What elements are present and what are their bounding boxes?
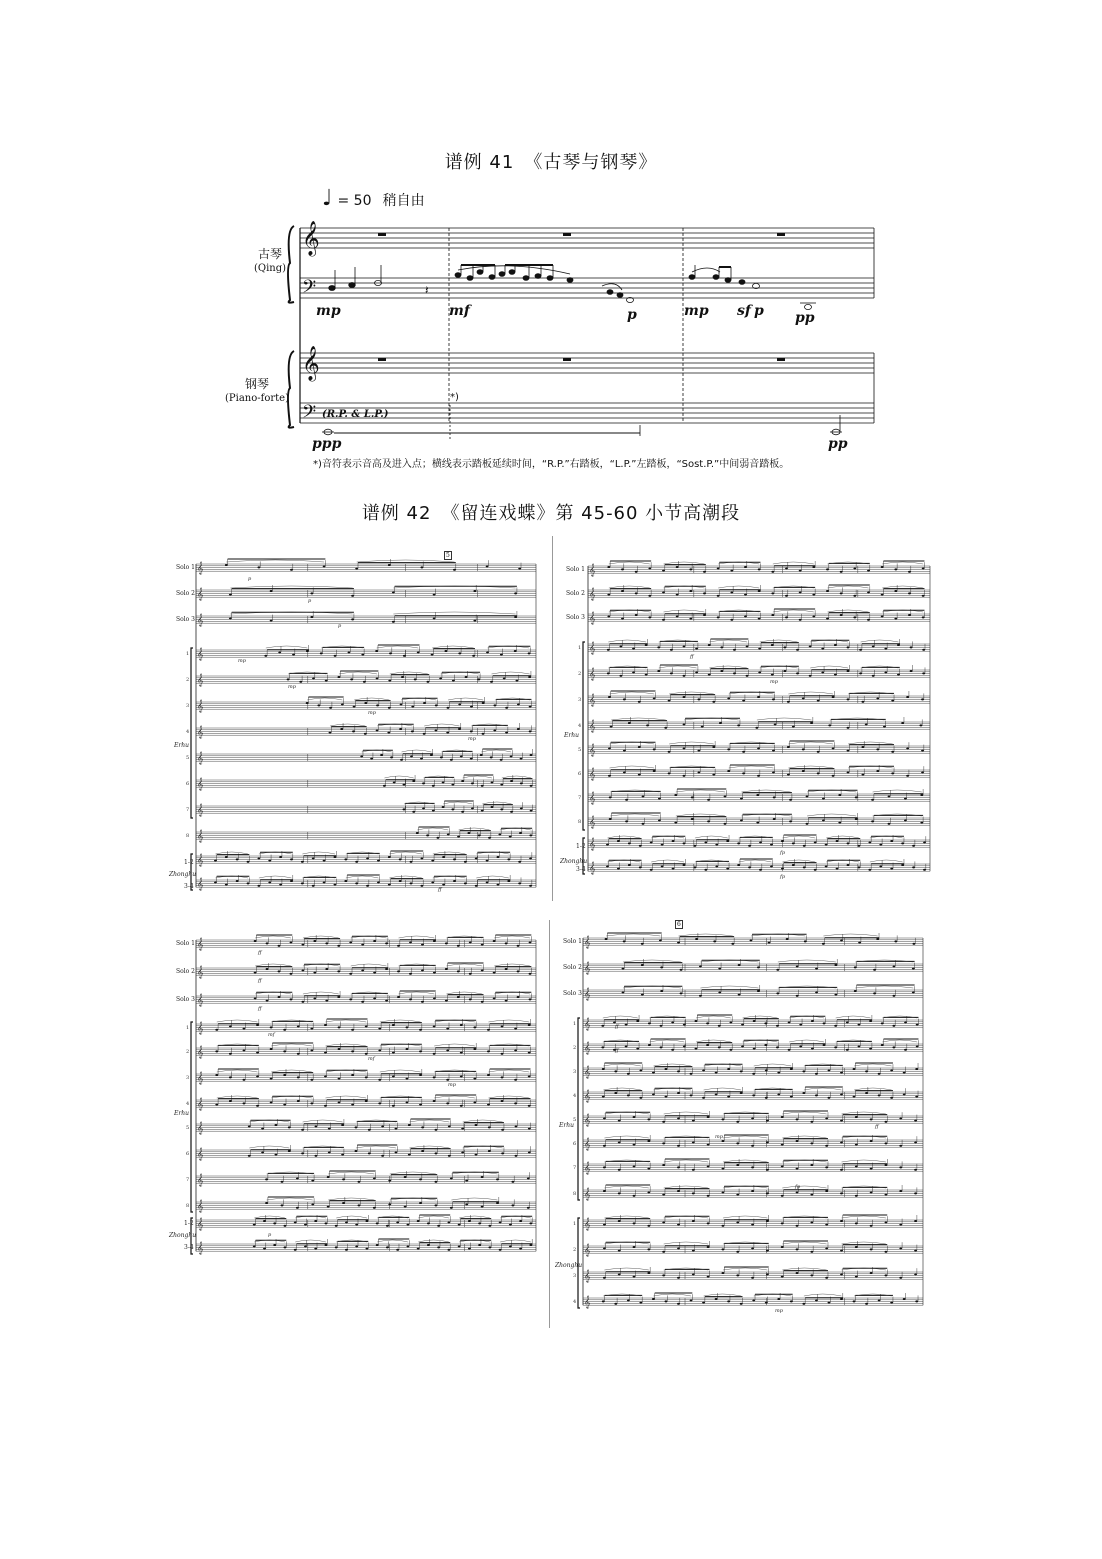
page-divider-top	[552, 536, 553, 901]
score-panel-4	[555, 918, 925, 1328]
svg-text:5: 5	[578, 747, 582, 753]
svg-text:𝄞: 𝄞	[197, 853, 204, 867]
svg-text:8: 8	[186, 1203, 190, 1209]
svg-text:𝄞: 𝄞	[589, 693, 596, 707]
svg-text:3: 3	[573, 1069, 577, 1075]
p1-zhonghu: Zhonghu	[169, 871, 197, 878]
quarter-note-icon: ♩	[322, 186, 333, 211]
p4-erhu: Erhu	[559, 1122, 574, 1129]
dyn-qin-2: mf	[449, 303, 470, 319]
p2-solo3: Solo 3	[566, 614, 585, 621]
p1-erhu: Erhu	[174, 742, 189, 749]
p2-zh12: 1-2	[576, 843, 586, 850]
svg-text:5: 5	[186, 755, 190, 761]
p4-solo2: Solo 2	[563, 964, 582, 971]
rehearsal-mark-6: 6	[677, 921, 681, 928]
svg-text:4: 4	[186, 1101, 190, 1107]
svg-text:2: 2	[573, 1045, 577, 1051]
svg-text:𝄞: 𝄞	[197, 613, 204, 627]
p2-solo2: Solo 2	[566, 590, 585, 597]
svg-text:𝄞: 𝄞	[197, 993, 204, 1007]
svg-text:3: 3	[578, 697, 582, 703]
svg-text:𝄞: 𝄞	[302, 221, 320, 256]
p3-zhonghu: Zhonghu	[169, 1232, 197, 1239]
panel-2-staves	[560, 548, 932, 884]
tempo-text: 稍自由	[382, 193, 425, 209]
svg-text:p: p	[268, 1232, 272, 1238]
svg-text:𝄞: 𝄞	[584, 1089, 591, 1103]
svg-text:𝄞: 𝄞	[197, 751, 204, 765]
dyn-qin-3: p	[627, 307, 637, 323]
svg-text:2: 2	[578, 671, 582, 677]
svg-text:2: 2	[573, 1247, 577, 1253]
pedal-mark: (R.P. & L.P.)	[322, 409, 389, 420]
svg-text:𝄞: 𝄞	[584, 1269, 591, 1283]
piano-sub: (Piano-forte)	[225, 393, 289, 404]
svg-text:𝄞: 𝄞	[584, 961, 591, 975]
svg-text:𝄞: 𝄞	[589, 767, 596, 781]
svg-text:𝄞: 𝄞	[197, 803, 204, 817]
p1-solo2: Solo 2	[176, 590, 195, 597]
svg-text:𝄞: 𝄞	[197, 647, 204, 661]
dyn-qin-5: sf	[737, 303, 751, 319]
p1-zh34: 3-4	[184, 883, 194, 890]
svg-text:mp: mp	[368, 710, 376, 716]
dyn-piano-1: ppp	[312, 436, 342, 452]
qin-sub: (Qing)	[253, 263, 287, 274]
svg-text:mf: mf	[368, 1056, 375, 1062]
p2-zh34: 3-4	[576, 866, 586, 873]
svg-text:p: p	[248, 576, 252, 582]
svg-text:𝄞: 𝄞	[197, 1121, 204, 1135]
svg-text:𝄞: 𝄞	[584, 987, 591, 1001]
tempo-value: = 50	[337, 193, 372, 209]
svg-text:6: 6	[578, 771, 582, 777]
svg-text:2: 2	[186, 1049, 190, 1055]
svg-text:𝄞: 𝄞	[197, 699, 204, 713]
svg-text:𝄞: 𝄞	[589, 743, 596, 757]
svg-text:𝄞: 𝄞	[589, 641, 596, 655]
svg-text:7: 7	[186, 807, 190, 813]
p1-solo1: Solo 1	[176, 564, 195, 571]
svg-text:𝄞: 𝄞	[584, 1113, 591, 1127]
svg-text:8: 8	[578, 819, 582, 825]
svg-text:𝄞: 𝄞	[584, 1295, 591, 1309]
panel-4-staves	[555, 918, 925, 1328]
svg-text:6: 6	[186, 1151, 190, 1157]
svg-text:𝄞: 𝄞	[197, 587, 204, 601]
p3-solo1: Solo 1	[176, 940, 195, 947]
svg-text:1: 1	[573, 1021, 577, 1027]
p4-solo3: Solo 3	[563, 990, 582, 997]
svg-text:3: 3	[573, 1273, 577, 1279]
p4-solo1: Solo 1	[563, 938, 582, 945]
svg-text:𝄞: 𝄞	[584, 1217, 591, 1231]
svg-text:𝄞: 𝄞	[589, 861, 596, 875]
svg-text:𝄞: 𝄞	[197, 561, 204, 575]
svg-text:𝄞: 𝄞	[197, 1147, 204, 1161]
svg-text:𝄞: 𝄞	[589, 667, 596, 681]
svg-text:1: 1	[578, 645, 582, 651]
svg-text:𝄞: 𝄞	[589, 563, 596, 577]
p3-solo2: Solo 2	[176, 968, 195, 975]
svg-text:𝄞: 𝄞	[584, 1161, 591, 1175]
svg-text:𝄞: 𝄞	[584, 1065, 591, 1079]
svg-text:mp: mp	[770, 679, 778, 685]
svg-text:𝄽: 𝄽	[425, 283, 429, 297]
svg-text:4: 4	[186, 729, 190, 735]
svg-text:𝄞: 𝄞	[197, 1071, 204, 1085]
svg-text:𝄞: 𝄞	[584, 1041, 591, 1055]
svg-text:𝄞: 𝄞	[197, 1241, 204, 1255]
svg-text:7: 7	[578, 795, 582, 801]
svg-text:𝄞: 𝄞	[197, 1199, 204, 1213]
dyn-qin-1: mp	[316, 303, 341, 319]
svg-text:3: 3	[186, 1075, 190, 1081]
svg-text:𝄞: 𝄞	[197, 877, 204, 891]
svg-text:𝄞: 𝄞	[197, 777, 204, 791]
svg-text:6: 6	[573, 1141, 577, 1147]
svg-text:𝄞: 𝄞	[589, 815, 596, 829]
svg-text:3: 3	[186, 703, 190, 709]
dyn-qin-4: mp	[684, 303, 709, 319]
tempo-marking	[322, 186, 425, 211]
p4-zhonghu: Zhonghu	[555, 1262, 583, 1269]
p2-zhonghu: Zhonghu	[560, 858, 588, 865]
svg-text:mp: mp	[775, 1308, 783, 1314]
svg-text:𝄢: 𝄢	[302, 277, 317, 302]
svg-text:𝄞: 𝄞	[197, 829, 204, 843]
svg-text:𝄞: 𝄞	[589, 837, 596, 851]
svg-text:5: 5	[573, 1117, 577, 1123]
svg-text:𝄞: 𝄞	[197, 937, 204, 951]
svg-text:𝄞: 𝄞	[197, 1217, 204, 1231]
svg-text:8: 8	[186, 833, 190, 839]
svg-text:𝄞: 𝄞	[197, 673, 204, 687]
p2-solo1: Solo 1	[566, 566, 585, 573]
svg-text:ff: ff	[258, 950, 262, 956]
svg-text:7: 7	[186, 1177, 190, 1183]
svg-text:ff: ff	[615, 1024, 619, 1030]
svg-text:𝄞: 𝄞	[197, 1173, 204, 1187]
p2-erhu: Erhu	[564, 732, 579, 739]
svg-text:p: p	[308, 598, 312, 604]
svg-text:ff: ff	[258, 1006, 262, 1012]
svg-text:mp: mp	[238, 658, 246, 664]
example-41-title: 谱例 41 《古琴与钢琴》	[444, 152, 658, 173]
svg-text:ff: ff	[438, 887, 442, 893]
dyn-qin-6: p	[754, 303, 764, 319]
svg-text:𝄞: 𝄞	[589, 791, 596, 805]
p1-zh12: 1-2	[184, 859, 194, 866]
svg-text:ff: ff	[690, 654, 694, 660]
svg-text:𝄞: 𝄞	[584, 1137, 591, 1151]
score-panel-3	[168, 926, 538, 1270]
svg-text:mp: mp	[288, 684, 296, 690]
score-panel-2	[560, 548, 932, 884]
svg-text:𝄞: 𝄞	[584, 935, 591, 949]
svg-text:𝄞: 𝄞	[589, 587, 596, 601]
svg-text:4: 4	[573, 1093, 577, 1099]
qin-name: 古琴	[257, 247, 282, 261]
svg-text:8: 8	[573, 1191, 577, 1197]
svg-text:𝄢: 𝄢	[302, 402, 317, 427]
svg-text:mf: mf	[268, 1032, 275, 1038]
svg-text:𝄞: 𝄞	[584, 1187, 591, 1201]
p1-solo3: Solo 3	[176, 616, 195, 623]
svg-text:𝄞: 𝄞	[197, 1097, 204, 1111]
svg-text:𝄞: 𝄞	[197, 1045, 204, 1059]
svg-text:mp: mp	[715, 1134, 723, 1140]
svg-text:mp: mp	[448, 1082, 456, 1088]
svg-text:2: 2	[186, 677, 190, 683]
rehearsal-mark-5: 5	[446, 552, 450, 559]
example-42-title: 谱例 42 《留连戏蝶》第 45-60 小节高潮段	[361, 503, 741, 524]
svg-text:fp: fp	[780, 850, 786, 856]
svg-text:5: 5	[186, 1125, 190, 1131]
svg-text:ff: ff	[615, 1048, 619, 1054]
dyn-piano-2: pp	[828, 436, 848, 452]
svg-text:1: 1	[573, 1221, 577, 1227]
svg-text:fp: fp	[795, 1184, 801, 1190]
p3-erhu: Erhu	[174, 1110, 189, 1117]
svg-text:ff: ff	[875, 1124, 879, 1130]
piano-name: 钢琴	[244, 377, 269, 391]
svg-text:7: 7	[573, 1165, 577, 1171]
page-divider-bottom	[549, 920, 550, 1328]
svg-text:1: 1	[186, 1025, 190, 1031]
svg-text:mp: mp	[468, 736, 476, 742]
example-41-score	[280, 210, 880, 460]
svg-text:ff: ff	[258, 978, 262, 984]
svg-text:𝄞: 𝄞	[197, 1021, 204, 1035]
svg-text:𝄞: 𝄞	[589, 719, 596, 733]
svg-text:𝄞: 𝄞	[302, 346, 320, 381]
svg-text:6: 6	[186, 781, 190, 787]
svg-text:𝄞: 𝄞	[584, 1243, 591, 1257]
dyn-qin-7: pp	[795, 310, 815, 326]
p3-zh12: 1-2	[184, 1220, 194, 1227]
svg-text:4: 4	[578, 723, 582, 729]
svg-text:𝄞: 𝄞	[197, 725, 204, 739]
svg-text:1: 1	[186, 651, 190, 657]
svg-text:4: 4	[573, 1299, 577, 1305]
asterisk-mark: *)	[450, 392, 459, 403]
panel-1-staves	[168, 548, 538, 904]
svg-text:p: p	[338, 623, 342, 629]
svg-text:𝄞: 𝄞	[584, 1017, 591, 1031]
p3-zh34: 3-4	[184, 1244, 194, 1251]
panel-3-staves	[168, 926, 538, 1270]
p3-solo3: Solo 3	[176, 996, 195, 1003]
svg-text:𝄞: 𝄞	[197, 965, 204, 979]
svg-text:𝄞: 𝄞	[589, 611, 596, 625]
footnote: *)音符表示音高及进入点；横线表示踏板延续时间，“R.P.”右踏板，“L.P.”左踏板，“Sost.P.”中间弱音踏板。	[313, 459, 790, 470]
score-panel-1	[168, 548, 538, 904]
svg-text:fp: fp	[780, 874, 786, 880]
